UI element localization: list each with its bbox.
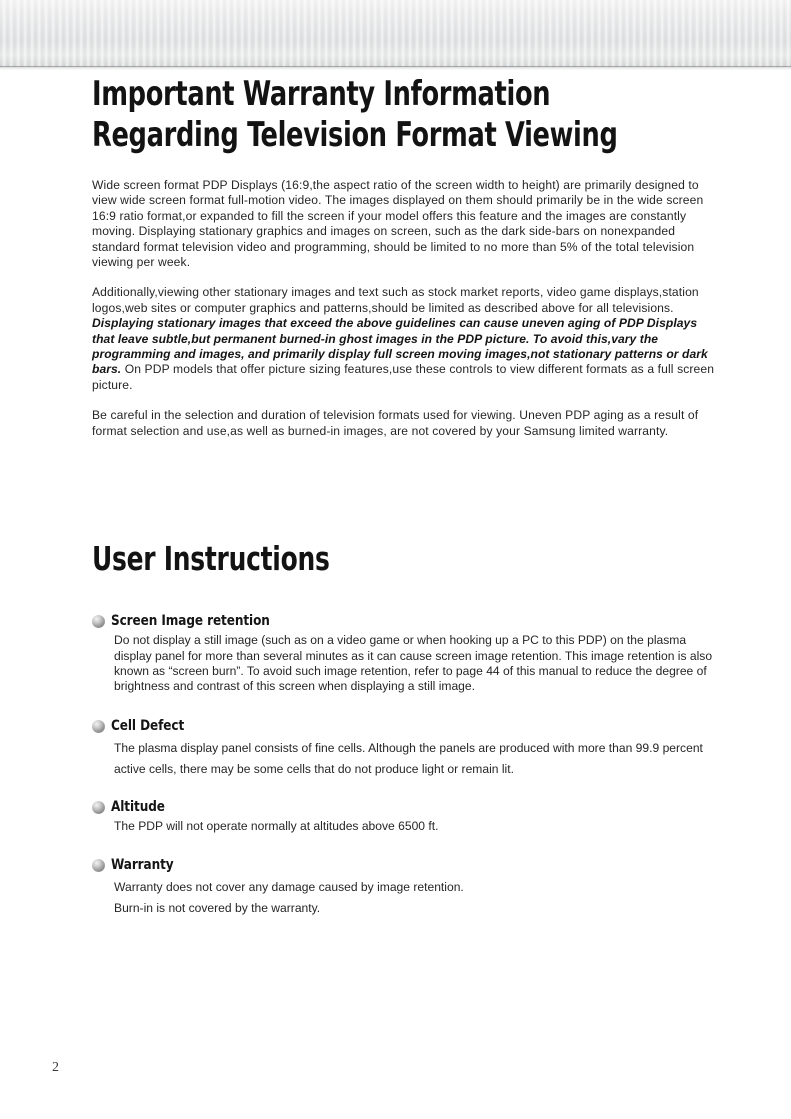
instruction-heading: Cell Defect: [111, 716, 185, 734]
instruction-body-text-line-2: Burn-in is not covered by the warranty.: [114, 901, 321, 916]
warranty-paragraph-3: Be careful in the selection and duration of television formats used for viewing. Uneven PDP aging as a result of format selection and use,as well as burned-in images, are not covered by your Samsung limited warranty.: [92, 408, 699, 438]
instruction-body: [114, 819, 716, 834]
instruction-body-text: Do not display a still image (such as on a video game or when hooking up a PC to this PDP) on the plasma display panel for more than several minutes as it can cause screen image retention. This image retention is also known as “screen burn”. To avoid such image retention, refer to page 44 of this manual to reduce the degree of brightness and contrast of this screen when displaying a still image.: [114, 633, 713, 694]
gray-sphere-bullet-icon: [92, 720, 105, 733]
warranty-paragraph-2-lead: Additionally,viewing other stationary images and text such as stock market reports, video game displays,station logos,web sites or computer graphics and patterns,should be limited as described above for all televisions.: [92, 285, 699, 315]
instruction-body: [114, 738, 716, 780]
instruction-item-warranty: [92, 856, 716, 919]
page-content: [92, 74, 716, 919]
brushed-metal-banner-icon: [0, 0, 791, 67]
warranty-paragraph-1: Wide screen format PDP Displays (16:9,the aspect ratio of the screen width to height) are primarily designed to view wide screen format full-motion video. The images displayed on them should primarily be in the wide screen 16:9 ratio format,or expanded to fill the screen if your model offers this feature and the images are constantly moving. Displaying stationary graphics and images on screen, such as the dark side-bars on nonexpanded standard format television video and programming, should be limited to no more than 5% of the total television viewing per week.: [92, 178, 704, 270]
gray-sphere-bullet-icon: [92, 801, 105, 814]
instruction-body-text: The PDP will not operate normally at altitudes above 6500 ft.: [114, 818, 439, 833]
page-number: 2: [52, 1060, 59, 1075]
instruction-body-text: The plasma display panel consists of fine cells. Although the panels are produced with more than 99.9 percent active cells, there may be some cells that do not produce light or remain lit.: [114, 740, 703, 776]
warranty-title-line-2: Regarding Television Format Viewing: [92, 115, 618, 155]
instruction-body: [114, 633, 716, 695]
instruction-item-screen-image-retention: [92, 612, 716, 695]
user-instructions-title: User Instructions: [92, 539, 330, 579]
instruction-item-cell-defect: [92, 717, 716, 780]
instruction-heading: Altitude: [111, 797, 165, 815]
warranty-paragraph-2: [92, 285, 716, 393]
instruction-heading: Screen Image retention: [111, 612, 270, 630]
gray-sphere-bullet-icon: [92, 859, 105, 872]
instruction-body-text-line-1: Warranty does not cover any damage caused by image retention.: [114, 880, 464, 895]
warranty-paragraph-2-tail: On PDP models that offer picture sizing features,use these controls to view different formats as a full screen picture.: [92, 362, 715, 392]
user-instructions-list: [92, 612, 716, 919]
gray-sphere-bullet-icon: [92, 615, 105, 628]
instruction-item-altitude: [92, 798, 716, 834]
instruction-heading: Warranty: [111, 856, 174, 874]
warranty-title: [92, 74, 616, 156]
instruction-body: [114, 877, 716, 919]
warranty-title-line-1: Important Warranty Information: [92, 74, 551, 114]
warranty-body: [92, 178, 716, 439]
warranty-paragraph-2-emphasis: Displaying stationary images that exceed the above guidelines can cause uneven aging of PDP Displays that leave subtle,but permanent burned-in ghost images in the PDP picture. To avoid this,vary the programming and images, and primarily display full screen moving images,not stationary patterns or dark bars.: [92, 316, 708, 377]
